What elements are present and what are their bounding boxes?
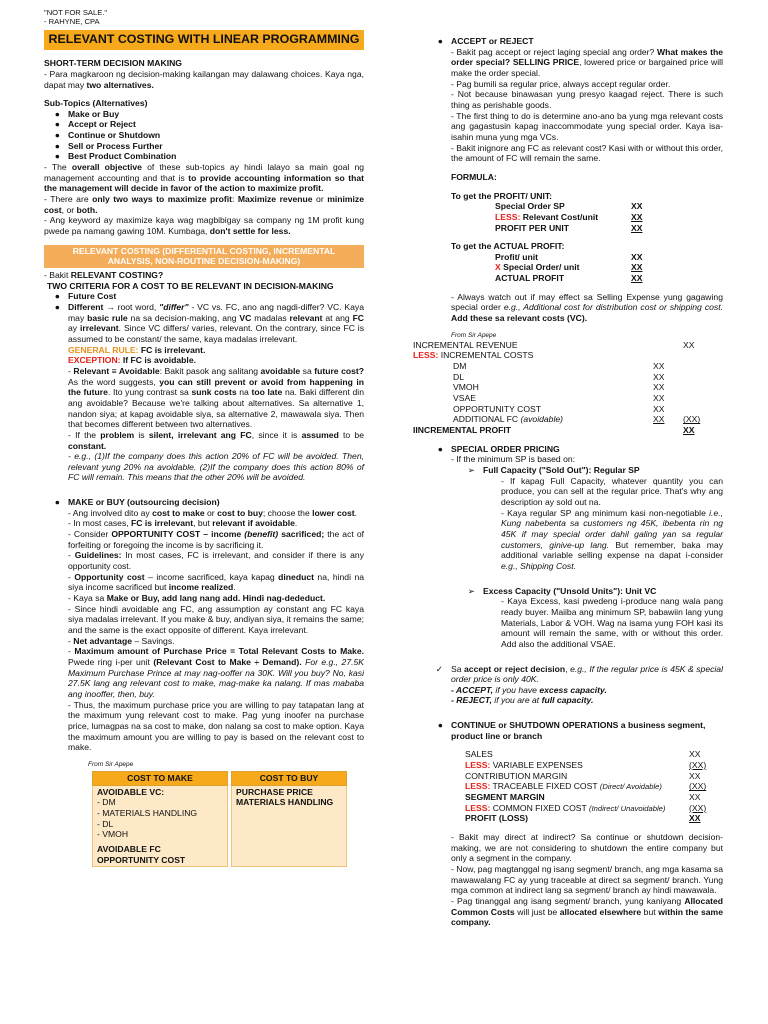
stdm-heading: SHORT-TERM DECISION MAKING [44, 58, 182, 69]
author-note: - RAHYNE, CPA [44, 17, 100, 27]
special-order-section: - If the minimum SP is based on: ➢ Full Capacity ("Sold Out"): Regular SP - If kapag Full Capacity, whatever quantity you can produce, you can sell at the regular price. That's why ang description ay sold out na. - Kaya regular SP ang minimum kasi non-negotiable i.e., Kung nabebenta sa customers ng 45K, ibebenta rin ng 45K if may special order dahil galing yan sa regular customers, ginive-up lang. But remember, baka may additional variable selling expense na dapat i-consider e.g., Shipping Cost. ➢ Excess Capacity ("Unsold Units"): Unit VC - Kaya Excess, kasi pwedeng i-produce nang wala pang ready buyer. Maiiba ang minimum SP, babawiin lang yung Materials, Labor & VOH. Wag na isama yung FOH kasi its amount will remain the same, with or without this order. Add also the additional VSAE. [451, 454, 723, 649]
full-capacity-heading: ➢ Full Capacity ("Sold Out"): Regular SP [467, 465, 640, 476]
page-title: RELEVANT COSTING WITH LINEAR PROGRAMMING [44, 30, 364, 50]
actual-profit-table: Profit/ unit XX X Special Order/ unit XX ACTUAL PROFIT XX [495, 251, 643, 284]
accept-reject-heading: ● ACCEPT or REJECT [437, 36, 534, 46]
two-ways-paragraph: - There are only two ways to maximize profit: Maximize revenue or minimize cost, or both. [44, 194, 364, 215]
list-item: ● Accept or Reject [54, 119, 136, 130]
special-order-heading: ● SPECIAL ORDER PRICING [437, 443, 560, 454]
list-item: ● Future Cost [54, 291, 117, 302]
excess-capacity-heading: ➢ Excess Capacity ("Unsold Units"): Unit VC [467, 585, 657, 596]
incremental-source: From Sir Apepe [451, 331, 497, 339]
make-buy-table [92, 771, 347, 867]
accept-reject-section: - Bakit pag accept or reject laging special ang order? What makes the order special? SELLING PRICE, lowered price or bargained price will make the order special. - Pag bumili sa regular price, always accept regular order. - Not because binawasan yung presyo kaagad reject. There is such thing as perishable goods. - The first thing to do is determine ano-ano ba yung mga relevant costs ang gagastusin kapag inaccommodate yung special order. Kaya isa-isahin muna yung mga VCs. - Bakit inignore ang FC as relevant cost? Kasi with or without this order, the amount of FC will remain the same. FORMULA: To get the PROFIT/ UNIT: Special Order SP XX LESS: Relevant Cost/unit XX PROFIT PER UNIT XX To get the ACTUAL PROFIT: Profit/ unit XX X Special Order/ unit XX ACTUAL PROFIT XX - Always watch out if may effect sa Selling Expense yung gagawing special order e.g., Additional cost for distribution cost or shipping cost. Add these sa relevant costs (VC). [451, 46, 723, 324]
subtopics-heading: Sub-Topics (Alternatives) [44, 98, 148, 109]
accept-reject-check: ✓ Sa accept or reject decision, e.g., If the regular price is 45K & special order price is only 40K. [435, 663, 723, 685]
list-item: ● Best Product Combination [54, 151, 177, 162]
keyword-paragraph: - Ang keyword ay maximize kaya wag magbibigay sa company ng 1M profit kung pwede pa namang gawing 10M. Kumbaga, don't settle for less. [44, 215, 364, 237]
general-rule: GENERAL RULE: FC is irrelevant. [68, 344, 206, 355]
profit-unit-heading: To get the PROFIT/ UNIT: [451, 190, 553, 201]
stdm-p1: - Para magkaroon ng decision-making kailangan may dalawang choices. Kaya nga, dapat may two alternatives. [44, 68, 364, 90]
cost-to-buy-cell: PURCHASE PRICE MATERIALS HANDLING [232, 785, 347, 867]
incremental-table: INCREMENTAL REVENUE XX LESS: INCREMENTAL COSTS DM XX DL XX VMOH XX VSAE XX OPPORTUNITY COST XX ADDITIONAL FC (avoidable) XX (XX) IINCREMENTAL PROFIT XX [413, 339, 701, 436]
list-item: ● Make or Buy [54, 108, 120, 119]
cost-to-buy-header: COST TO BUY [232, 771, 347, 785]
left-column [44, 8, 364, 867]
not-for-sale-note: "NOT FOR SALE." [44, 8, 108, 17]
make-or-buy-heading: ● MAKE or BUY (outsourcing decision) [54, 497, 220, 508]
why-relevant: - Bakit RELEVANT COSTING? [44, 270, 164, 280]
continue-shutdown-table: SALES XX LESS: VARIABLE EXPENSES (XX) CONTRIBUTION MARGIN XX LESS: TRACEABLE FIXED COST (Direct/ Avoidable) (XX) SEGMENT MARGIN XX LESS: COMMON FIXED COST (Indirect/ Unavoidable) (XX) PROFIT (LOSS) XX [465, 749, 707, 824]
continue-shutdown-notes: - Bakit may direct at indirect? Sa continue or shutdown decision-making, we are not considering to shutdown the entire company but only a segment in the company. - Now, pag magtanggal ng isang segment/ branch, ang mga kasama sa mawawalang FC ay yung traceable at direct sa segment/ branch. Yung mga common at indirect lang sa segment/ branch ay hindi mawawala. - Pag tinanggal ang isang segment/ branch, yung kaniyang Allocated Common Costs will just be allocated elsewhere but within the same company. [451, 832, 723, 928]
make-or-buy-section: - Ang involved dito ay cost to make or cost to buy; choose the lower cost. - In most cases, FC is irrelevant, but relevant if avoidable. - Consider OPPORTUNITY COST – income (benefit) sacrificed; the act of forfeiting or foregoing the income is by sacrificing it. - Guidelines: In most cases, FC is irrelevant, and consider if there is any opportunity cost. - Opportunity cost – income sacrificed, kaya kapag dineduct na, hindi na siya income sacrificed but income realized. - Kaya sa Make or Buy, add lang nang add. Hindi nag-dededuct. - Since hindi avoidable ang FC, ang assumption ay constant ang FC kaya siya madalas irrelevant. If you make & buy, andiyan siya, it remains the same; and the same is the exact opposite of different. Kaya irrelevant. - Net advantage – Savings. - Maximum amount of Purchase Price = Total Relevant Costs to Make. Pwede ring i-per unit (Relevant Cost to Make ÷ Demand). For e.g., 27.5K Maximum Purchase Prince at may nag-ooffer na 30K. Will you buy? No, kasi 27.5K lang ang relevant cost to make, mag-make ka nalang. If mas mababa ang inooffer, then, buy. - Thus, the maximum purchase price you are willing to pay tatapatan lang at the maximum yung relevant cost to make. Pag yung inoofer na purchase price, lumagpas na sa cost to make, don nalang sa cost to make option. Kaya the maximum amount you are willing to pay is based on the relevant cost to make. [68, 507, 365, 753]
exception-rule: EXCEPTION: If FC is avoidable. [68, 355, 196, 366]
objective-paragraph: - The overall objective of these sub-topics ay hindi lalayo sa main goal ng management accounting and that is to provide accounting information so that the management will decide in favor of the action to maximize profit. [44, 162, 365, 194]
cost-to-make-cell: AVOIDABLE VC: - DM - MATERIALS HANDLING - DL - VMOH AVOIDABLE FC OPPORTUNITY COST [93, 785, 228, 867]
accept-reject-rules: - ACCEPT, if you have excess capacity. - REJECT, if you are at full capacity. [451, 684, 607, 706]
list-item: ● Different → root word, "differ" - VC vs. FC, ano ang nagdi-differ? VC. Kaya may basic rule na sa decision-making, ang VC madalas relevant at ang FC ay irrelevant. Since VC differs/ varies, relevant. On the contrary, since FC is assumed to be constant/ the same, kaya madalas irrelevant. [54, 301, 365, 344]
table-source: From Sir Apepe [88, 760, 134, 768]
profit-unit-table: Special Order SP XX LESS: Relevant Cost/unit XX PROFIT PER UNIT XX [495, 201, 643, 233]
actual-profit-heading: To get the ACTUAL PROFIT: [451, 241, 565, 252]
formula-label: FORMULA: [451, 171, 497, 182]
continue-shutdown-heading: ● CONTINUE or SHUTDOWN OPERATIONS a business segment, product line or branch [437, 720, 706, 741]
criteria-heading: TWO CRITERIA FOR A COST TO BE RELEVANT IN DECISION-MAKING [47, 280, 334, 291]
relevant-costing-bar: RELEVANT COSTING (DIFFERENTIAL COSTING, INCREMENTAL ANALYSIS, NON-ROUTINE DECISION-MAKING) [44, 245, 364, 268]
subtopics-list [44, 109, 364, 162]
list-item: ● Sell or Process Further [54, 140, 163, 151]
list-item: ● Continue or Shutdown [54, 130, 161, 141]
relevant-details: GENERAL RULE: FC is irrelevant. EXCEPTION: If FC is avoidable. - Relevant ≡ Avoidable: Bakit pasok ang salitang avoidable sa future cost? As the word suggests, you can still prevent or avoid from happening in the future. Ito yung contrast sa sunk costs na too late na. Baki different din ang avoidable? Because we're talking about alternatives. Sa alternative 1, nandon siya; at kapag avoidable siya, sa alternative 2, mawawala siya. Then that becomes different between two alternatives. - If the problem is silent, irrelevant ang FC, since it is assumed to be constant. - e.g., (1)If the company does this action 20% of FC will be avoided. Then, relevant yung 20% na avoidable. (2)If the company does this action 80% of FC will remain. This means that the other 20% will be avoided. [68, 344, 364, 483]
right-column [413, 8, 723, 928]
cost-to-make-header: COST TO MAKE [93, 771, 228, 785]
